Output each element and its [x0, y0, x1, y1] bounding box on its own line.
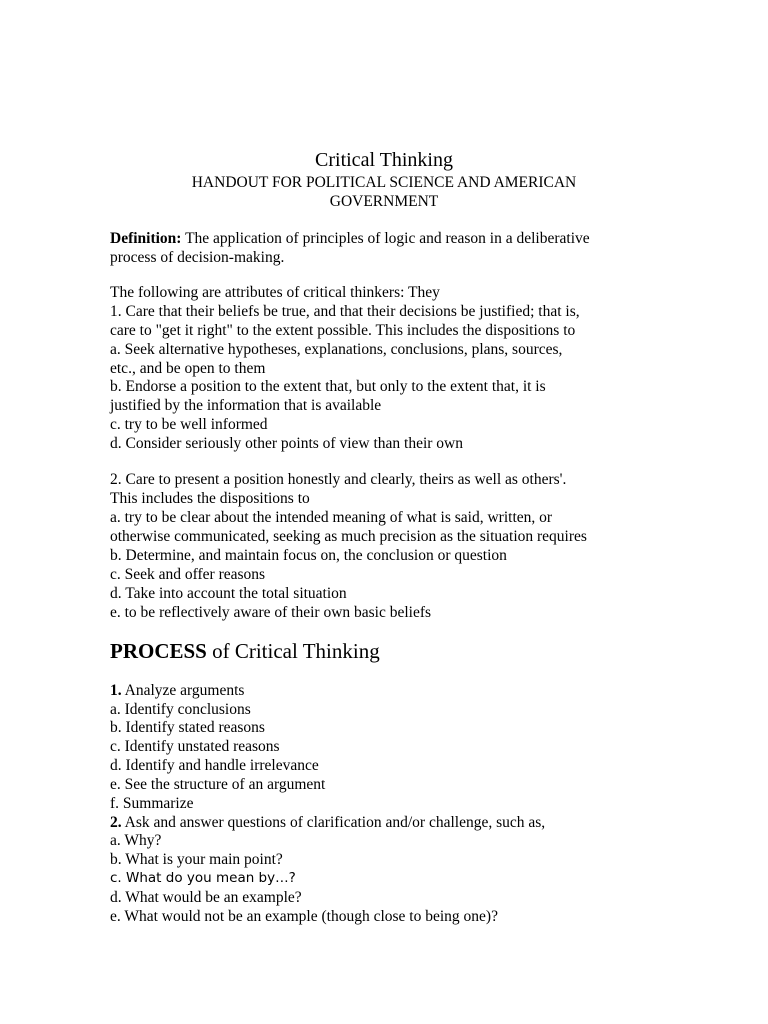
point-2-line: c. Seek and offer reasons [110, 566, 266, 583]
process-2-item: b. What is your main point? [110, 851, 283, 868]
process-2-text: Ask and answer questions of clarification and/or challenge, such as, [121, 814, 546, 831]
process-1-item: b. Identify stated reasons [110, 719, 265, 736]
process-heading-bold: PROCESS [110, 639, 207, 663]
attributes-line: care to "get it right" to the extent possible. This includes the dispositions to [110, 322, 576, 339]
process-2-item: d. What would be an example? [110, 889, 302, 906]
process-2-line [110, 813, 545, 832]
process-heading [110, 638, 380, 664]
process-2-item: a. Why? [110, 832, 162, 849]
attributes-line: justified by the information that is available [110, 397, 382, 414]
point-2-line: This includes the dispositions to [110, 490, 310, 507]
definition-line-1 [110, 229, 590, 248]
attributes-line: etc., and be open to them [110, 360, 266, 377]
process-2-number: 2. [110, 814, 122, 831]
attributes-line: c. try to be well informed [110, 416, 268, 433]
definition-line-2: process of decision-making. [110, 249, 285, 266]
process-1-line [110, 681, 244, 700]
point-2-line: e. to be reflectively aware of their own basic beliefs [110, 604, 432, 621]
process-heading-rest: of Critical Thinking [206, 639, 380, 663]
process-1-item: e. See the structure of an argument [110, 776, 326, 793]
attributes-line: The following are attributes of critical thinkers: They [110, 284, 440, 301]
definition-label: Definition: [110, 230, 182, 247]
process-2-item: e. What would not be an example (though close to being one)? [110, 908, 498, 925]
document-title: Critical Thinking [315, 149, 453, 171]
process-1-text: Analyze arguments [121, 682, 245, 699]
process-1-item: a. Identify conclusions [110, 701, 251, 718]
point-2-line: otherwise communicated, seeking as much precision as the situation requires [110, 528, 587, 545]
attributes-line: b. Endorse a position to the extent that, but only to the extent that, it is [110, 378, 546, 395]
attributes-line: 1. Care that their beliefs be true, and that their decisions be justified; that is, [110, 303, 580, 320]
point-2-line: b. Determine, and maintain focus on, the conclusion or question [110, 547, 507, 564]
point-2-line: d. Take into account the total situation [110, 585, 347, 602]
definition-text: The application of principles of logic and reason in a deliberative [181, 230, 590, 247]
point-2-line: 2. Care to present a position honestly and clearly, theirs as well as others'. [110, 471, 567, 488]
process-1-item: d. Identify and handle irrelevance [110, 757, 319, 774]
document-subtitle-line-2: GOVERNMENT [329, 193, 439, 210]
document-subtitle-line-1: HANDOUT FOR POLITICAL SCIENCE AND AMERICAN [191, 174, 577, 191]
process-2-item: c. What do you mean by…? [110, 870, 296, 886]
attributes-line: a. Seek alternative hypotheses, explanations, conclusions, plans, sources, [110, 341, 563, 358]
attributes-line: d. Consider seriously other points of view than their own [110, 435, 464, 452]
process-1-item: f. Summarize [110, 795, 194, 812]
process-1-item: c. Identify unstated reasons [110, 738, 280, 755]
point-2-line: a. try to be clear about the intended meaning of what is said, written, or [110, 509, 553, 526]
process-1-number: 1. [110, 682, 122, 699]
